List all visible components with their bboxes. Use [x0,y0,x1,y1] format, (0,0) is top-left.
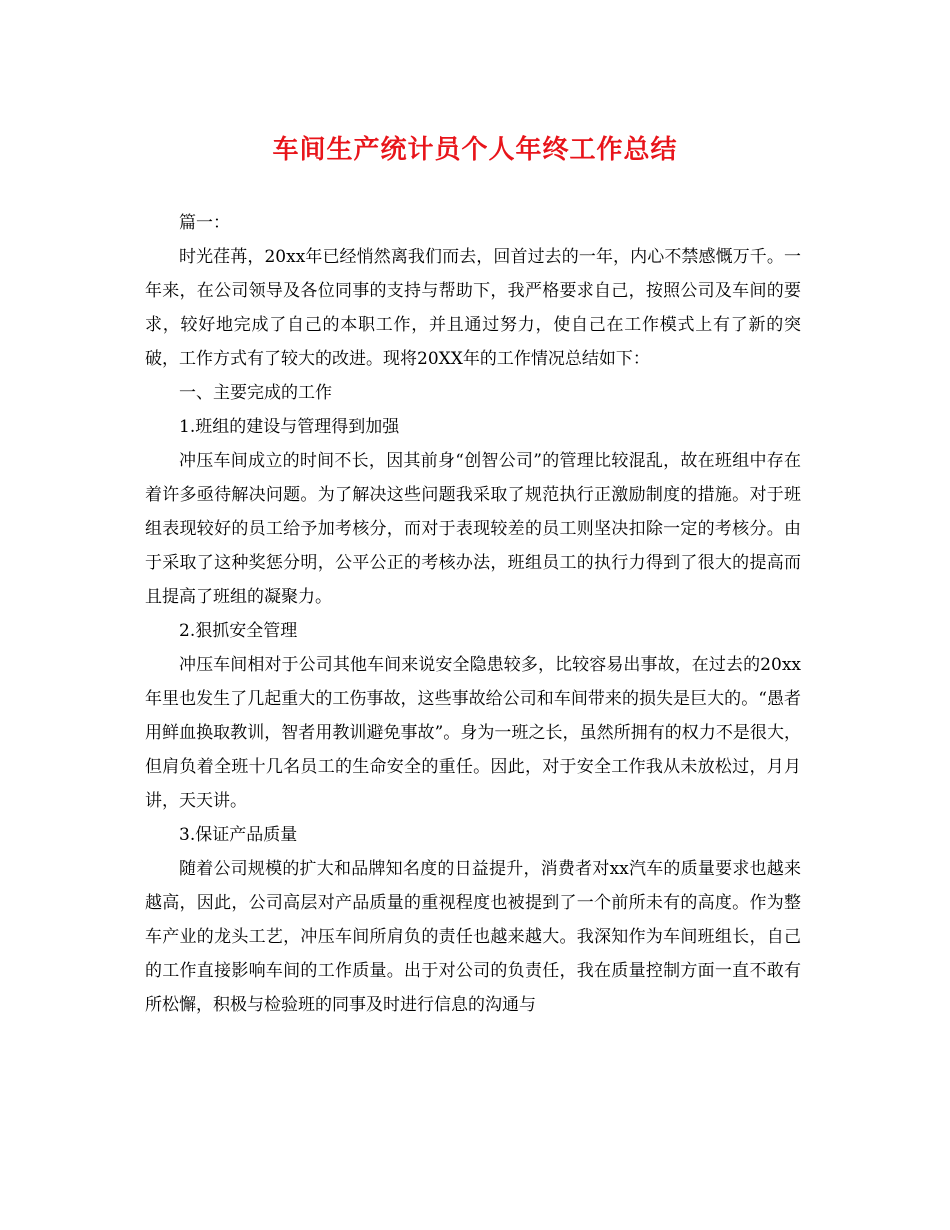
paragraph-team-building: 冲压车间成立的时间不长，因其前身“创智公司”的管理比较混乱，故在班组中存在着许多亟待解决问题。为了解决这些问题我采取了规范执行正激励制度的措施。对于班组表现较好的员工给予加考核分，而对于表现较差的员工则坚决扣除一定的考核分。由于采取了这种奖惩分明，公平公正的考核办法，班组员工的执行力得到了很大的提高而且提高了班组的凝聚力。 [145,451,801,607]
paragraph-safety: 冲压车间相对于公司其他车间来说安全隐患较多，比较容易出事故，在过去的20xx年里也发生了几起重大的工伤事故，这些事故给公司和车间带来的损失是巨大的。“愚者用鲜血换取教训，智者用教训避免事故”。身为一班之长，虽然所拥有的权力不是很大，但肩负着全班十几名员工的生命安全的重任。因此，对于安全工作我从未放松过，月月讲，天天讲。 [145,655,801,811]
section-heading: 一、主要完成的工作 [179,383,332,403]
paragraph-quality: 随着公司规模的扩大和品牌知名度的日益提升，消费者对xx汽车的质量要求也越来越高，因此，公司高层对产品质量的重视程度也被提到了一个前所未有的高度。作为整车产业的龙头工艺，冲压车间所肩负的责任也越来越大。我深知作为车间班组长，自己的工作直接影响车间的工作质量。出于对公司的负责任，我在质量控制方面一直不敢有所松懈，积极与检验班的同事及时进行信息的沟通与 [145,859,801,1015]
section-label: 篇一： [179,213,230,233]
subheading-team-building: 1.班组的建设与管理得到加强 [179,417,400,437]
subheading-quality: 3.保证产品质量 [179,825,298,845]
subheading-safety: 2.狠抓安全管理 [179,621,298,641]
document-title: 车间生产统计员个人年终工作总结 [272,135,678,165]
document-body [145,206,801,1022]
intro-paragraph: 时光荏苒，20xx年已经悄然离我们而去，回首过去的一年，内心不禁感慨万千。一年来，在公司领导及各位同事的支持与帮助下，我严格要求自己，按照公司及车间的要求，较好地完成了自己的本职工作，并且通过努力，使自己在工作模式上有了新的突破，工作方式有了较大的改进。现将20XX年的工作情况总结如下： [145,247,801,369]
